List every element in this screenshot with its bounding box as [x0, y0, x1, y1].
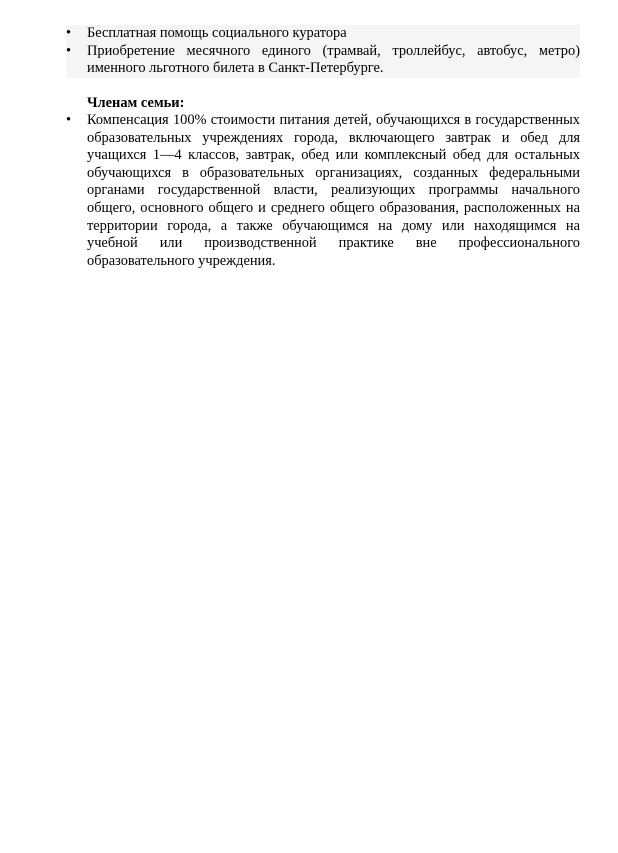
list-item [66, 112, 580, 270]
list-item [66, 43, 580, 78]
bullet-icon: • [66, 112, 72, 128]
family-section-heading: Членам семьи: [87, 95, 185, 111]
list-item-text: Бесплатная помощь социального куратора [87, 25, 347, 41]
bullet-icon: • [66, 25, 72, 41]
bullet-icon: • [66, 42, 72, 59]
benefits-list [66, 25, 580, 78]
list-item-text: Приобретение месячного единого (трамвай, троллейбус, автобус, метро) именного льготного билета в Санкт-Петербурге. [87, 42, 580, 77]
list-item [66, 25, 580, 43]
list-item-text: Компенсация 100% стоимости питания детей, обучающихся в государственных образовательных учреждениях города, включающего завтрак и обед для учащихся 1—4 классов, завтрак, обед или комплексный обед для остальных обучающихся в образовательных организациях, созданных федеральными органами государственной власти, реализующих программы начального общего, основного общего и среднего общего образования, расположенных на территории города, а также обучающимся на дому или находящимся на учебной или производственной практике вне профессионального образовательного учреждения. [87, 112, 580, 269]
family-benefits-list [66, 112, 580, 270]
